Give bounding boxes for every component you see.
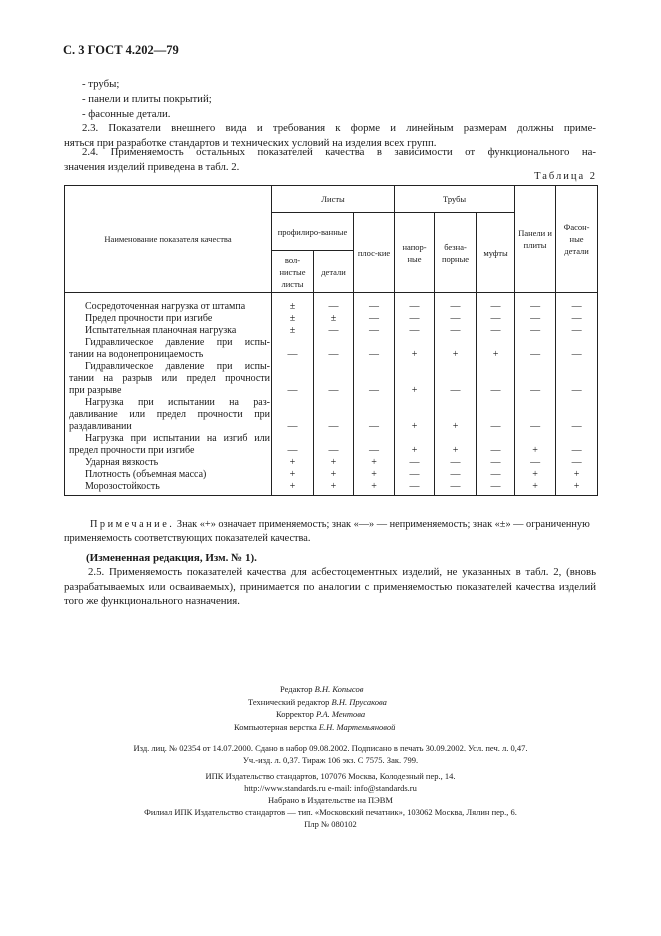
table-row <box>65 397 598 433</box>
row-name-line: Морозостойкость <box>85 481 160 492</box>
row-name-line: Предел прочности при изгибе <box>85 313 213 324</box>
row-name <box>65 397 272 433</box>
column-header-nonpressure: безна-порные <box>435 213 477 293</box>
row-name-line: предел прочности при изгибе <box>69 445 195 456</box>
table-cell: — <box>314 361 354 397</box>
table-cell: — <box>556 457 598 469</box>
table-cell: — <box>354 293 395 314</box>
list-item: - фасонные детали. <box>82 108 171 120</box>
publisher-line: http://www.standards.ru e-mail: info@standards.ru <box>244 783 417 793</box>
credit-tech-editor: Технический редактор В.Н. Прусакова <box>248 696 387 707</box>
row-name-line: Гидравлическое давление при испы- <box>85 337 270 348</box>
publisher-line: Набрано в Издательстве на ПЭВМ <box>268 795 393 805</box>
list-item: - трубы; <box>82 78 120 90</box>
credit-editor: Редактор В.Н. Копысов <box>280 684 364 694</box>
row-name-line: Плотность (объемная масса) <box>85 469 207 480</box>
table-row <box>65 293 598 314</box>
table-cell: — <box>395 469 435 481</box>
table-cell: — <box>314 293 354 314</box>
row-name-line: Сосредоточенная нагрузка от штампа <box>85 301 246 312</box>
quality-indicators-table <box>64 185 598 496</box>
table-cell: — <box>354 361 395 397</box>
row-name <box>65 337 272 361</box>
paragraph-2-4 <box>64 145 596 175</box>
table-cell: — <box>515 337 556 361</box>
publisher-line: Плр № 080102 <box>304 819 357 829</box>
table-cell: — <box>435 481 477 496</box>
table-row <box>65 469 598 481</box>
table-cell: + <box>515 469 556 481</box>
table-cell: ± <box>272 325 314 337</box>
table-cell: — <box>515 457 556 469</box>
column-header-name: Наименование показателя качества <box>65 186 272 293</box>
table-cell: + <box>556 481 598 496</box>
column-header-details: детали <box>314 251 354 293</box>
table-cell: + <box>395 433 435 457</box>
table-cell: — <box>395 457 435 469</box>
table-cell: + <box>314 469 354 481</box>
row-name-line: тании на водонепроницаемость <box>69 349 204 360</box>
table-row <box>65 457 598 469</box>
table-cell: + <box>354 457 395 469</box>
table-cell: — <box>314 433 354 457</box>
column-header-shaped: Фасон-ные детали <box>556 186 598 293</box>
column-header-pressure: напор-ные <box>395 213 435 293</box>
table-cell: + <box>477 337 515 361</box>
table-cell: + <box>435 397 477 433</box>
paragraph-2-5 <box>64 565 596 609</box>
row-name <box>65 361 272 397</box>
column-header-pipes: Трубы <box>395 186 515 213</box>
table-cell: — <box>435 325 477 337</box>
table-cell: — <box>435 361 477 397</box>
note-text: Знак «+» означает применяемость; знак «—» — неприменяемость; знак «±» — ограниченную применяемость соответствующих показателей качества. <box>64 519 590 544</box>
table-cell: — <box>556 325 598 337</box>
column-header-panels: Панели и плиты <box>515 186 556 293</box>
table-cell: + <box>515 481 556 496</box>
table-cell: — <box>272 397 314 433</box>
table-cell: — <box>272 361 314 397</box>
table-cell: — <box>314 337 354 361</box>
imprint-line: Уч.-изд. л. 0,37. Тираж 106 экз. С 7575. Зак. 799. <box>242 755 419 765</box>
table-cell: — <box>354 337 395 361</box>
row-name-line: Гидравлическое давление при испы- <box>85 361 270 372</box>
table-cell: — <box>314 397 354 433</box>
paragraph-text: 2.5. Применяемость показателей качества для асбестоцементных изделий, не указанных в табл. 2, (вновь разрабатываемых или осваиваемых), принимается по аналогии с применяемостью показателей качества изделий того же функционального назначения. <box>64 566 596 607</box>
table-cell: + <box>314 457 354 469</box>
table-cell: — <box>515 397 556 433</box>
table-cell: + <box>354 481 395 496</box>
row-name <box>65 313 272 325</box>
table-cell: ± <box>314 313 354 325</box>
table-cell: ± <box>272 313 314 325</box>
table-cell: + <box>314 481 354 496</box>
row-name-line: давливание или предел прочности при <box>69 409 270 420</box>
table-row <box>65 313 598 325</box>
table-cell: — <box>395 481 435 496</box>
row-name <box>65 325 272 337</box>
intro-list <box>82 77 594 122</box>
table-cell: — <box>515 325 556 337</box>
table-cell: + <box>435 433 477 457</box>
table-row <box>65 481 598 496</box>
table-row <box>65 361 598 397</box>
table-cell: — <box>272 337 314 361</box>
table-cell: — <box>477 313 515 325</box>
table-cell: — <box>556 397 598 433</box>
credit-layout: Компьютерная верстка Е.Н. Мартемьяновой <box>234 721 396 732</box>
column-header-couplings: муфты <box>477 213 515 293</box>
row-name <box>65 469 272 481</box>
publisher-line: Филиал ИПК Издательство стандартов — тип. «Московский печатник», 103062 Москва, Лялин пер., 6. <box>144 807 517 817</box>
row-name-line: Ударная вязкость <box>85 457 159 468</box>
table-cell: — <box>556 313 598 325</box>
column-header-flat: плос-кие <box>354 213 395 293</box>
table-cell: + <box>354 469 395 481</box>
table-note <box>64 518 596 546</box>
row-name-line: раздавливании <box>69 421 132 432</box>
table-cell: — <box>477 397 515 433</box>
table-row <box>65 433 598 457</box>
row-name-line: Нагрузка при испытании на раз- <box>85 397 270 408</box>
table-cell: — <box>477 293 515 314</box>
table-cell: — <box>477 361 515 397</box>
table-cell: — <box>354 313 395 325</box>
table-cell: — <box>435 313 477 325</box>
table-cell: — <box>556 433 598 457</box>
table-cell: — <box>435 293 477 314</box>
row-name <box>65 293 272 314</box>
table-cell: + <box>395 397 435 433</box>
table-cell: — <box>477 469 515 481</box>
table-cell: — <box>314 325 354 337</box>
list-item: - панели и плиты покрытий; <box>82 93 212 105</box>
table-cell: — <box>272 433 314 457</box>
credit-proofreader: Корректор Р.А. Ментова <box>276 709 366 719</box>
table-cell: — <box>354 397 395 433</box>
column-header-wavy: вол-нистые листы <box>272 251 314 293</box>
note-label: Примечание. <box>90 519 175 530</box>
paragraph-line: значения изделий приведена в табл. 2. <box>64 161 240 173</box>
table-cell: — <box>515 361 556 397</box>
publisher-line: ИПК Издательство стандартов, 107076 Москва, Колодезный пер., 14. <box>205 771 456 781</box>
table-cell: — <box>556 337 598 361</box>
table-cell: — <box>435 457 477 469</box>
table-cell: — <box>354 325 395 337</box>
table-cell: — <box>435 469 477 481</box>
table-cell: + <box>272 457 314 469</box>
column-header-profiled: профилиро-ванные <box>272 213 354 251</box>
imprint-line: Изд. лиц. № 02354 от 14.07.2000. Сдано в набор 09.08.2002. Подписано в печать 30.09.2002. Усл. печ. л. 0,47. <box>133 743 528 753</box>
row-name-line: тании на разрыв или предел прочности <box>69 373 270 384</box>
page-header: С. 3 ГОСТ 4.202—79 <box>63 43 179 57</box>
table-cell: + <box>272 481 314 496</box>
paragraph-line: 2.4. Применяемость остальных показателей качества в зависимости от функционального на- <box>82 146 596 158</box>
table-cell: — <box>515 313 556 325</box>
table-cell: + <box>435 337 477 361</box>
table-cell: — <box>477 457 515 469</box>
table-cell: — <box>477 325 515 337</box>
edition-note: (Измененная редакция, Изм. № 1). <box>86 552 257 564</box>
table-cell: — <box>477 433 515 457</box>
table-cell: — <box>395 325 435 337</box>
row-name <box>65 457 272 469</box>
paragraph-line: 2.3. Показатели внешнего вида и требования к форме и линейным размерам должны приме- <box>82 122 596 134</box>
row-name <box>65 433 272 457</box>
table-row <box>65 325 598 337</box>
table-cell: — <box>477 481 515 496</box>
table-cell: — <box>515 293 556 314</box>
table-cell: — <box>395 293 435 314</box>
row-name <box>65 481 272 496</box>
table-cell: ± <box>272 293 314 314</box>
column-header-sheets: Листы <box>272 186 395 213</box>
table-row <box>65 337 598 361</box>
table-caption: Таблица 2 <box>534 171 597 182</box>
table-cell: — <box>354 433 395 457</box>
table-cell: — <box>556 361 598 397</box>
table-cell: + <box>515 433 556 457</box>
table-cell: + <box>395 337 435 361</box>
row-name-line: Испытательная планочная нагрузка <box>85 325 237 336</box>
table-cell: + <box>556 469 598 481</box>
row-name-line: Нагрузка при испытании на изгиб или <box>85 433 270 444</box>
table-cell: — <box>395 313 435 325</box>
row-name-line: при разрыве <box>69 385 122 396</box>
paragraph-line: няться при разработке стандартов и технических условий на изделия всех групп. <box>64 137 437 149</box>
table-cell: + <box>395 361 435 397</box>
table-cell: — <box>556 293 598 314</box>
table-cell: + <box>272 469 314 481</box>
